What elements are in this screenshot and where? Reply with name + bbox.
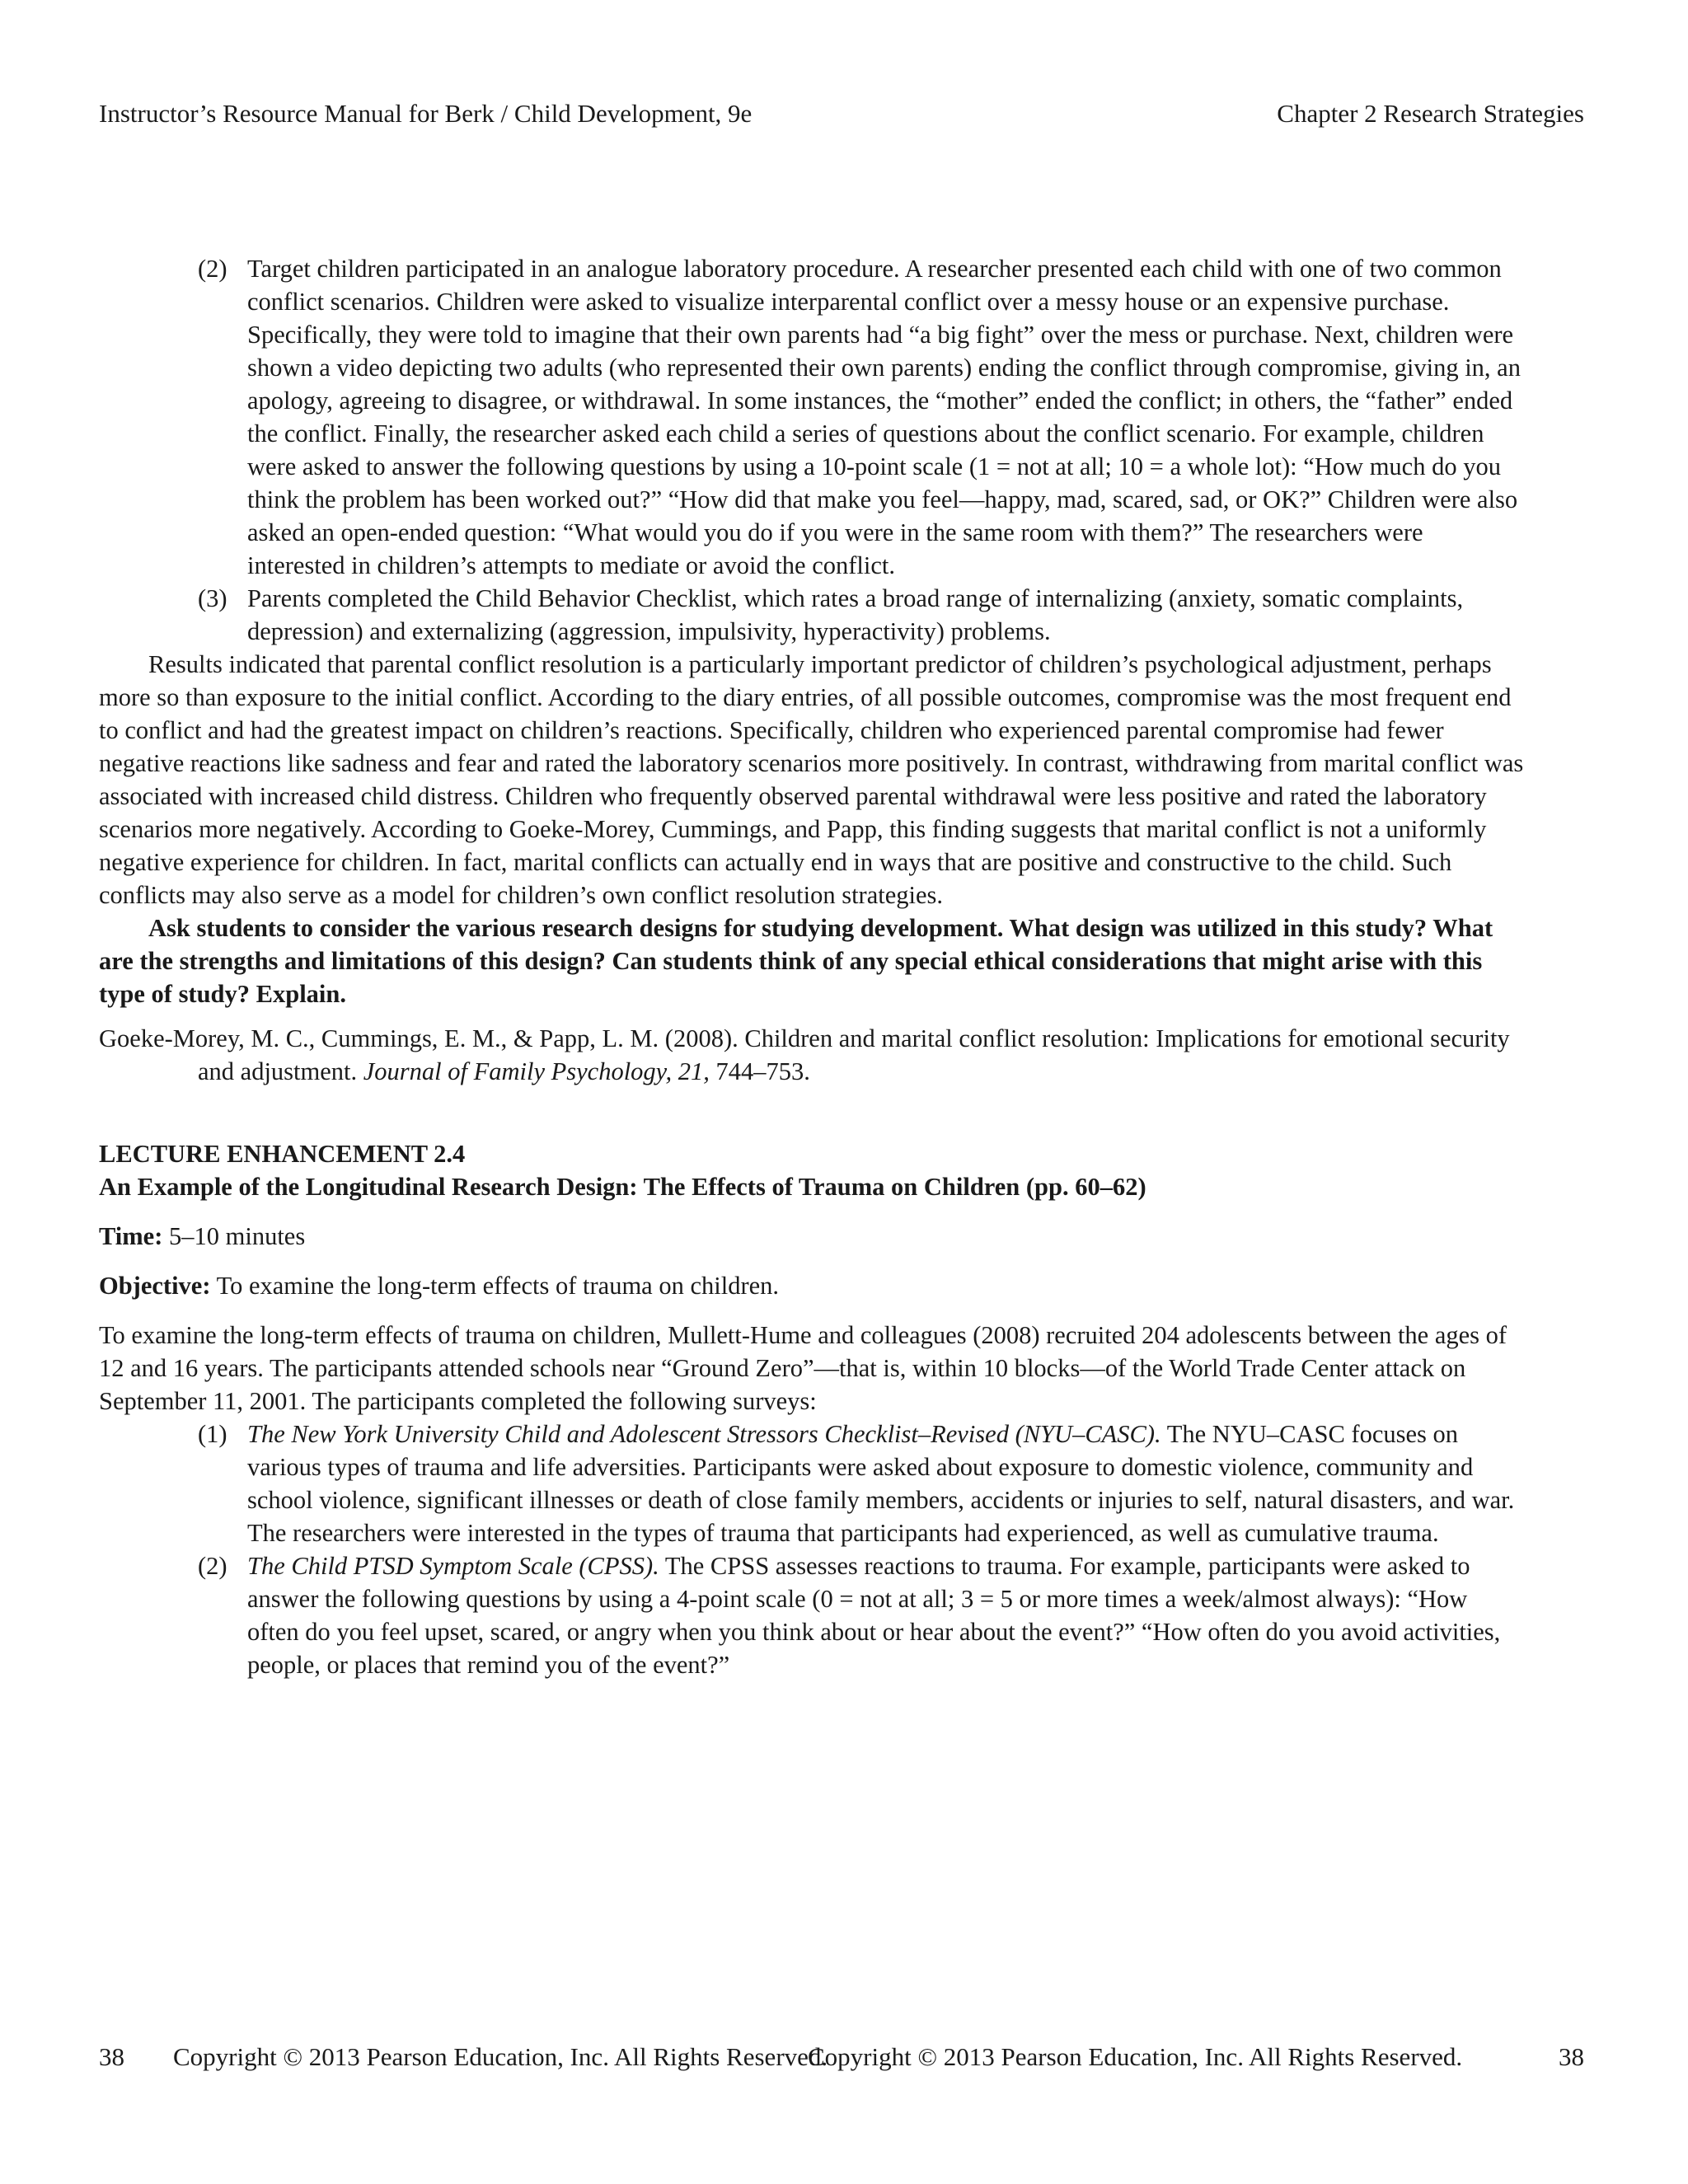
objective-label: Objective: bbox=[99, 1272, 211, 1300]
survey-list bbox=[99, 1418, 1525, 1681]
list-item-number: (2) bbox=[198, 1552, 227, 1580]
list-item bbox=[99, 252, 1525, 582]
list-item-text: The NYU–CASC focuses on various types of trauma and life adversities. Participants were asked about exposure to domestic violence, community and school violence, significant illnesses or death of close family members, accidents or injuries to self, natural disasters, and war. The researchers were interested in the types of trauma that participants had experienced, as well as cumulative trauma. bbox=[247, 1420, 1515, 1547]
study-intro-paragraph: To examine the long-term effects of trauma on children, Mullett-Hume and colleagues (2008) recruited 204 adolescents between the ages of 12 and 16 years. The participants attended schools near “Ground Zero”—that is, within 10 blocks—of the World Trade Center attack on September 11, 2001. The participants completed the following surveys: bbox=[99, 1321, 1507, 1415]
reference-text: Goeke-Morey, M. C., Cummings, E. M., & Papp, L. M. (2008). Children and marital conflict resolution: Implications for emotional security and adjustment. bbox=[99, 1024, 1510, 1085]
header-chapter-title: Chapter 2 Research Strategies bbox=[1277, 99, 1584, 128]
list-item-text: Parents completed the Child Behavior Checklist, which rates a broad range of internalizing (anxiety, somatic complaints, depression) and externalizing (aggression, impulsivity, hyperactivity) problems. bbox=[247, 584, 1464, 645]
copyright-notice-left: Copyright © 2013 Pearson Education, Inc. All Rights Reserved. bbox=[173, 2042, 828, 2071]
time-value: 5–10 minutes bbox=[162, 1222, 306, 1250]
copyright-notice-right: Copyright © 2013 Pearson Education, Inc. All Rights Reserved. bbox=[808, 2042, 1463, 2071]
page-number-right: 38 bbox=[1559, 2042, 1584, 2071]
page-body bbox=[99, 252, 1525, 1681]
objective-line bbox=[99, 1269, 1525, 1302]
list-item bbox=[99, 1549, 1525, 1681]
header-book-title: Instructor’s Resource Manual for Berk / Child Development, 9e bbox=[99, 99, 753, 128]
running-header bbox=[99, 97, 1584, 130]
list-item bbox=[99, 1418, 1525, 1549]
running-footer bbox=[99, 2041, 1584, 2074]
reference-journal: Journal of Family Psychology, 21, bbox=[363, 1057, 710, 1085]
page-number-left: 38 bbox=[99, 2042, 124, 2071]
section-subtitle: An Example of the Longitudinal Research Design: The Effects of Trauma on Children (pp. 60–62) bbox=[99, 1173, 1146, 1201]
list-item-number: (3) bbox=[198, 584, 227, 612]
time-line bbox=[99, 1220, 1525, 1253]
list-item-survey-name: The New York University Child and Adolescent Stressors Checklist–Revised (NYU–CASC). bbox=[247, 1420, 1161, 1448]
list-item-number: (1) bbox=[198, 1420, 227, 1448]
results-paragraph: Results indicated that parental conflict resolution is a particularly important predictor of children’s psychological adjustment, perhaps more so than exposure to the initial conflict. According to the diary entries, of all possible outcomes, compromise was the most frequent end to conflict and had the greatest impact on children’s reactions. Specifically, children who experienced parental compromise had fewer negative reactions like sadness and fear and rated the laboratory scenarios more positively. In contrast, withdrawing from marital conflict was associated with increased child distress. Children who frequently observed parental withdrawal were less positive and rated the laboratory scenarios more negatively. According to Goeke-Morey, Cummings, and Papp, this finding suggests that marital conflict is not a uniformly negative experience for children. In fact, marital conflicts can actually end in ways that are positive and constructive to the child. Such conflicts may also serve as a model for children’s own conflict resolution strategies. bbox=[99, 650, 1524, 909]
objective-value: To examine the long-term effects of trauma on children. bbox=[210, 1272, 780, 1300]
list-item-text: The CPSS assesses reactions to trauma. For example, participants were asked to answer the following questions by using a 4-point scale (0 = not at all; 3 = 5 or more times a week/almost always): “How often do you feel upset, scared, or angry when you think about or hear about the event?” “How often do you avoid activities, people, or places that remind you of the event?” bbox=[247, 1552, 1501, 1679]
procedure-list bbox=[99, 252, 1525, 648]
reference-citation bbox=[99, 1022, 1525, 1088]
section-title: LECTURE ENHANCEMENT 2.4 bbox=[99, 1140, 466, 1168]
list-item-number: (2) bbox=[198, 255, 227, 283]
list-item bbox=[99, 582, 1525, 648]
reference-pages: 744–753. bbox=[709, 1057, 810, 1085]
time-label: Time: bbox=[99, 1222, 163, 1250]
list-item-survey-name: The Child PTSD Symptom Scale (CPSS). bbox=[247, 1552, 659, 1580]
discussion-prompt: Ask students to consider the various research designs for studying development. What design was utilized in this study? What are the strengths and limitations of this design? Can students think of any special ethical considerations that might arise with this type of study? Explain. bbox=[99, 914, 1493, 1008]
list-item-text: Target children participated in an analogue laboratory procedure. A researcher presented each child with one of two common conflict scenarios. Children were asked to visualize interparental conflict over a messy house or an expensive purchase. Specifically, they were told to imagine that their own parents had “a big fight” over the mess or purchase. Next, children were shown a video depicting two adults (who represented their own parents) ending the conflict through compromise, giving in, an apology, agreeing to disagree, or withdrawal. In some instances, the “mother” ended the conflict; in others, the “father” ended the conflict. Finally, the researcher asked each child a series of questions about the conflict scenario. For example, children were asked to answer the following questions by using a 10-point scale (1 = not at all; 10 = a whole lot): “How much do you think the problem has been worked out?” “How did that make you feel—happy, mad, scared, sad, or OK?” Children were also asked an open-ended question: “What would you do if you were in the same room with them?” The researchers were interested in children’s attempts to mediate or avoid the conflict. bbox=[247, 255, 1521, 579]
